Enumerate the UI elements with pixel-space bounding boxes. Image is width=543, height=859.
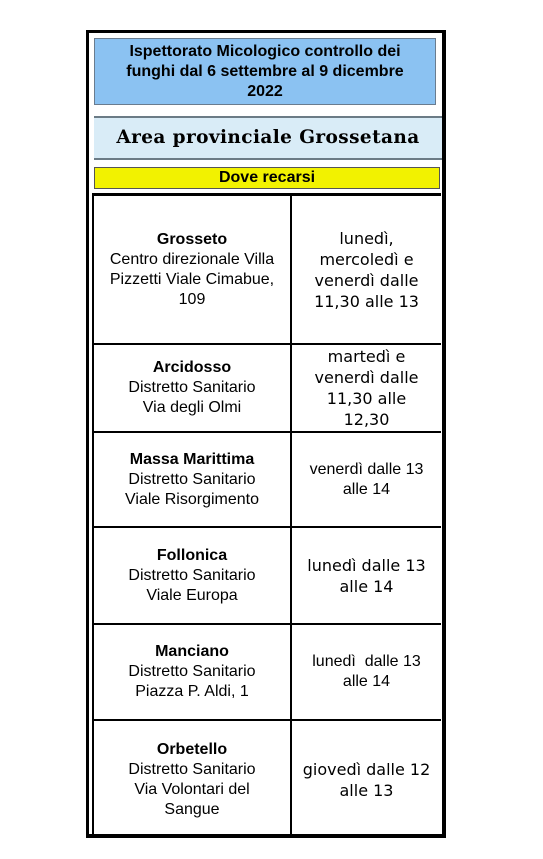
schedule-line: venerdì dalle	[314, 270, 419, 290]
table-row	[92, 433, 441, 528]
table-row	[92, 345, 441, 433]
address-line: Viale Risorgimento	[125, 490, 259, 508]
city-name: Arcidosso	[152, 359, 232, 376]
schedule-line: martedì e	[327, 347, 406, 366]
schedule-line: venerdì dalle	[314, 368, 419, 387]
title-line-3: 2022	[247, 83, 283, 100]
address-line: Distretto Sanitario	[128, 470, 256, 488]
schedule-line: lunedì dalle 13	[312, 653, 421, 670]
address-line: Via Volontari del	[134, 780, 250, 798]
location-cell	[92, 625, 292, 719]
locations-table	[92, 193, 441, 838]
title-banner	[94, 38, 436, 105]
address-line: Viale Europa	[146, 586, 238, 604]
schedule-document	[86, 30, 446, 838]
schedule-line: mercoledì e	[319, 249, 414, 269]
address-line: Centro direzionale Villa	[109, 250, 275, 268]
table-row	[92, 625, 441, 721]
city-name: Grosseto	[156, 230, 228, 248]
area-banner: Area provinciale Grossetana	[94, 116, 442, 160]
schedule-line: 12,30	[343, 410, 390, 429]
schedule-line: alle 13	[339, 780, 394, 800]
location-cell	[92, 196, 292, 343]
address-line: Via degli Olmi	[142, 399, 242, 416]
address-line: Distretto Sanitario	[128, 379, 256, 396]
location-cell	[92, 345, 292, 431]
location-cell	[92, 528, 292, 623]
table-row	[92, 196, 441, 345]
schedule-line: lunedì,	[339, 228, 394, 248]
schedule-line: giovedì dalle 12	[302, 759, 431, 779]
schedule-line: alle 14	[342, 673, 391, 690]
schedule-line: alle 14	[342, 480, 391, 498]
schedule-cell	[292, 528, 441, 623]
schedule-cell	[292, 625, 441, 719]
location-cell	[92, 721, 292, 838]
schedule-line: 11,30 alle 13	[314, 291, 419, 311]
schedule-cell	[292, 345, 441, 431]
title-line-1: Ispettorato Micologico controllo dei	[129, 43, 401, 60]
table-row	[92, 528, 441, 625]
schedule-cell	[292, 196, 441, 343]
table-row	[92, 721, 441, 838]
address-line: Piazza P. Aldi, 1	[135, 683, 249, 700]
city-name: Follonica	[156, 546, 228, 564]
address-line: Sangue	[164, 800, 220, 818]
address-line: Pizzetti Viale Cimabue,	[109, 270, 275, 288]
schedule-cell	[292, 433, 441, 526]
city-name: Manciano	[155, 643, 229, 660]
section-banner: Dove recarsi	[94, 167, 440, 189]
schedule-line: lunedì dalle 13	[307, 555, 426, 575]
city-name: Orbetello	[156, 740, 228, 758]
schedule-line: 11,30 alle	[326, 389, 407, 408]
address-line: 109	[178, 290, 206, 308]
address-line: Distretto Sanitario	[128, 566, 256, 584]
schedule-cell	[292, 721, 441, 838]
location-cell	[92, 433, 292, 526]
schedule-line: alle 14	[339, 576, 394, 596]
title-line-2: funghi dal 6 settembre al 9 dicembre	[126, 63, 404, 80]
address-line: Distretto Sanitario	[128, 663, 256, 680]
address-line: Distretto Sanitario	[128, 760, 256, 778]
schedule-line: venerdì dalle 13	[309, 460, 424, 478]
city-name: Massa Marittima	[129, 450, 255, 468]
